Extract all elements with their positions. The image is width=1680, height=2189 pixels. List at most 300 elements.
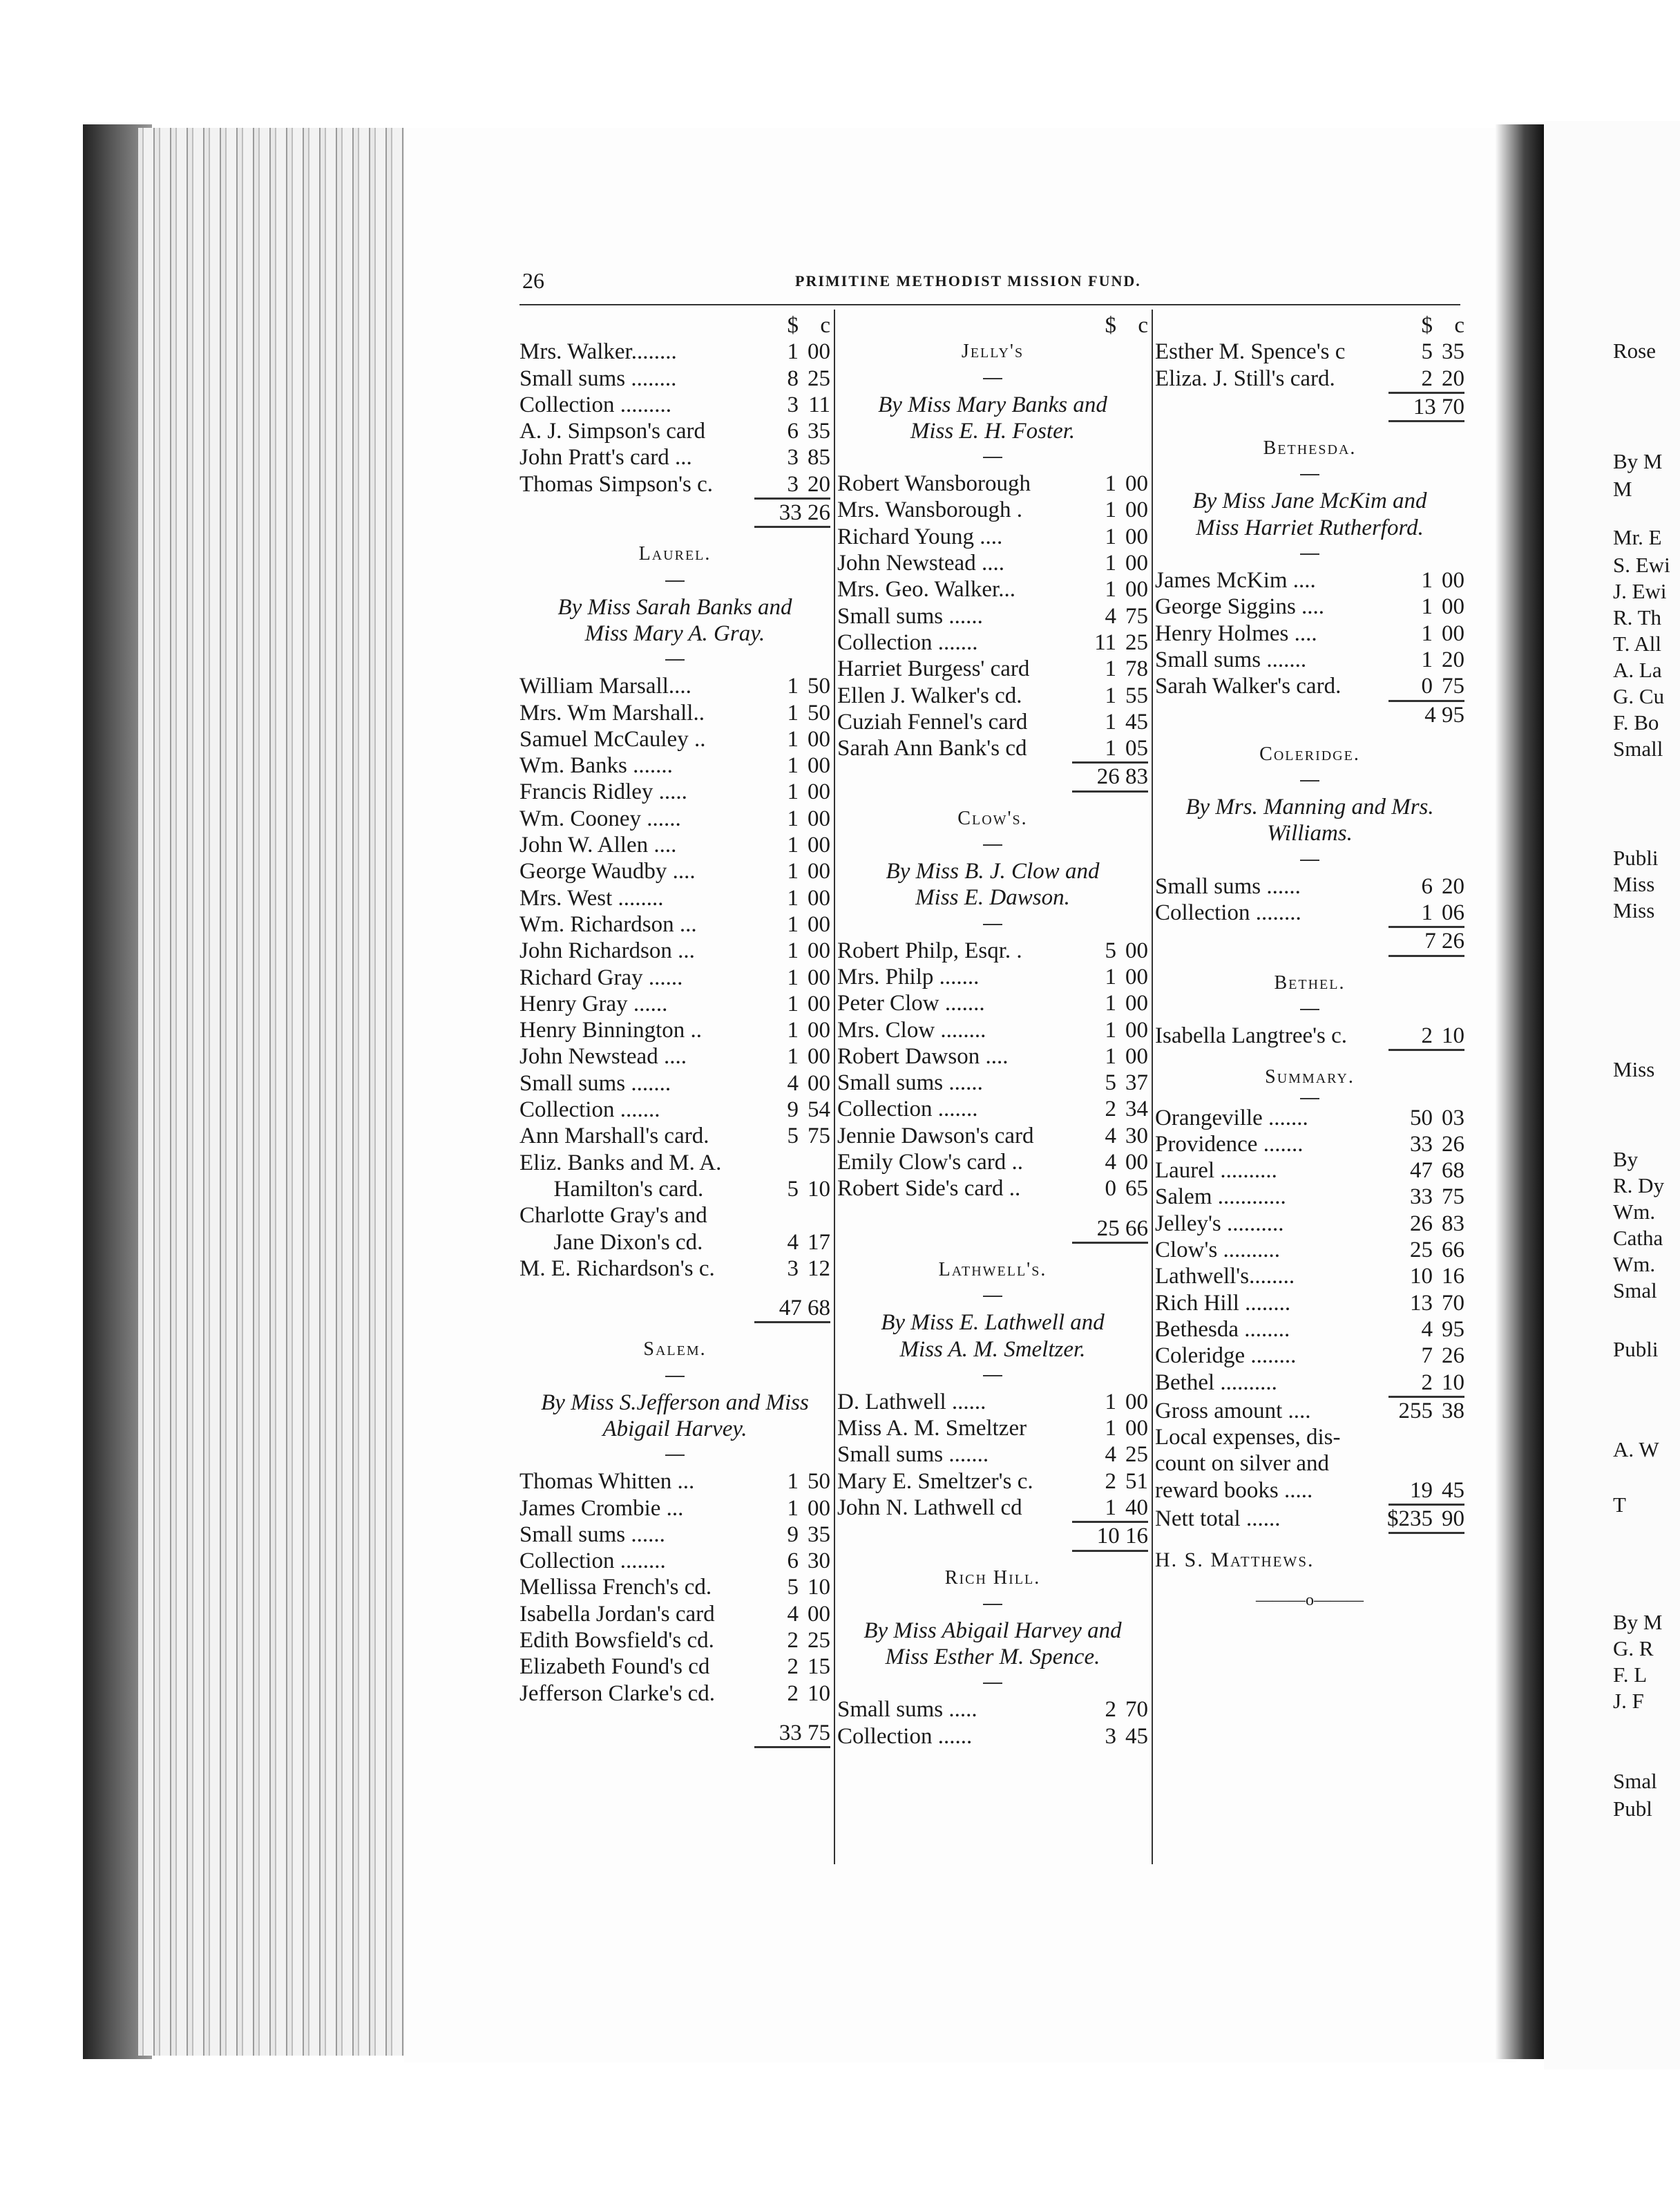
entry-cents: 37 xyxy=(1125,1070,1148,1096)
entry-dollars: 1 xyxy=(1105,551,1116,576)
entry-row xyxy=(1155,647,1464,673)
entry-cents: 00 xyxy=(808,859,830,884)
local-expenses-row: reward books ..... 19 45 xyxy=(1155,1477,1464,1503)
section-title-clows: Clow's. xyxy=(957,807,1028,829)
section-dash xyxy=(665,1376,685,1377)
section-dash xyxy=(983,1296,1002,1297)
entry-cents: 00 xyxy=(808,965,830,990)
entry-label: Miss A. M. Smeltzer xyxy=(837,1416,1027,1441)
entry-cents: 10 xyxy=(808,1680,830,1706)
entry-label: James Crombie ... xyxy=(519,1495,684,1521)
entry-cents: 00 xyxy=(808,938,830,964)
entry-row xyxy=(519,1150,830,1176)
entry-label: Isabella Jordan's card xyxy=(519,1601,715,1627)
entry-label: Robert Side's card .. xyxy=(837,1176,1021,1202)
entry-row xyxy=(519,1522,830,1548)
entry-row xyxy=(519,1202,830,1229)
entry-label: Mellissa French's cd. xyxy=(519,1575,712,1600)
right-page-fragment-text: G. Cu xyxy=(1613,684,1665,708)
right-page-fragment-text: By M xyxy=(1613,1610,1663,1634)
entry-label: Small sums ....... xyxy=(519,1070,671,1096)
entry-label: Mrs. Philp ....... xyxy=(837,964,980,989)
total-row: 26 83 xyxy=(1096,764,1148,790)
right-page-fragment-text: Miss xyxy=(1613,872,1655,896)
entry-cents: 00 xyxy=(808,806,830,831)
entry-label: Bethesda ........ xyxy=(1155,1316,1290,1342)
entry-label: Mrs. Geo. Walker... xyxy=(837,577,1015,603)
entry-label: Collection ...... xyxy=(837,1723,973,1749)
entry-label: Robert Philp, Esqr. . xyxy=(837,938,1022,963)
gross-row: Gross amount .... 255 38 xyxy=(1155,1398,1464,1423)
entry-dollars: 13 xyxy=(1410,1290,1433,1316)
entry-cents: 00 xyxy=(808,991,830,1016)
entry-row xyxy=(837,1415,1148,1441)
entry-label: Wm. Cooney ...... xyxy=(519,806,681,831)
by-line: By Miss Jane McKim and xyxy=(1192,489,1427,514)
entry-cents: 75 xyxy=(808,1124,830,1149)
local-expenses-line: count on silver and xyxy=(1155,1451,1330,1477)
entry-dollars: 5 xyxy=(1105,1070,1116,1096)
entry-cents: 10 xyxy=(1442,1370,1464,1395)
entry-dollars: 1 xyxy=(1105,964,1116,989)
entry-cents: 00 xyxy=(808,726,830,752)
entry-label: Henry Gray ...... xyxy=(519,991,668,1016)
entry-row xyxy=(837,1175,1148,1202)
entry-row xyxy=(519,392,830,418)
entry-label: Ellen J. Walker's cd. xyxy=(837,683,1022,708)
entry-row xyxy=(837,1123,1148,1149)
by-line: Abigail Harvey. xyxy=(602,1416,747,1441)
entry-row xyxy=(837,550,1148,576)
entry-row xyxy=(519,339,830,365)
right-page-fragment-text: Miss xyxy=(1613,1057,1655,1081)
entry-cents: 95 xyxy=(1442,1316,1464,1342)
entry-label: Emily Clow's card .. xyxy=(837,1150,1023,1175)
section-title-bethesda: Bethesda. xyxy=(1263,437,1357,459)
entry-row xyxy=(519,911,830,938)
entry-dollars: 1 xyxy=(1421,900,1433,926)
entry-cents: 06 xyxy=(1442,900,1464,926)
entry-row xyxy=(519,1548,830,1574)
entry-row xyxy=(837,629,1148,656)
by-line: By Miss Abigail Harvey and xyxy=(863,1618,1122,1643)
entry-dollars: 4 xyxy=(1105,1150,1116,1175)
entry-dollars: 4 xyxy=(787,1601,799,1627)
entry-label: Henry Binnington .. xyxy=(519,1018,702,1043)
right-page-fragment-text: Publi xyxy=(1613,846,1659,870)
entry-cents: 00 xyxy=(1125,1416,1148,1441)
entry-row xyxy=(837,524,1148,550)
entry-row xyxy=(519,1574,830,1600)
section-title-salem: Salem. xyxy=(643,1338,707,1361)
entry-dollars: 8 xyxy=(787,366,799,391)
entry-label: Small sums ...... xyxy=(837,603,983,629)
entry-row xyxy=(837,1017,1148,1043)
entry-label: D. Lathwell ...... xyxy=(837,1389,986,1414)
entry-cents: 45 xyxy=(1125,1723,1148,1749)
entry-row xyxy=(837,709,1148,735)
entry-label: Eliza. J. Still's card. xyxy=(1155,366,1335,391)
right-page-fragment-text: By xyxy=(1613,1147,1639,1171)
entry-row xyxy=(1155,1237,1464,1263)
entry-label: Rich Hill ........ xyxy=(1155,1290,1291,1316)
entry-dollars: 1 xyxy=(787,1495,799,1521)
entry-cents: 25 xyxy=(808,1628,830,1653)
section-dash xyxy=(983,1375,1002,1376)
section-dash xyxy=(983,1683,1002,1684)
entry-row xyxy=(519,1627,830,1653)
entry-row xyxy=(837,1043,1148,1070)
entry-cents: 26 xyxy=(1442,1131,1464,1157)
entry-dollars: 1 xyxy=(1105,683,1116,708)
right-page-fragment-text: G. R xyxy=(1613,1636,1654,1660)
entry-dollars: 2 xyxy=(787,1654,799,1680)
entry-dollars: 1 xyxy=(787,700,799,726)
by-line: By Miss E. Lathwell and xyxy=(881,1310,1105,1336)
section-title-bethel: Bethel. xyxy=(1274,972,1346,994)
entry-dollars: 1 xyxy=(1105,991,1116,1016)
entry-row xyxy=(519,752,830,779)
entry-row xyxy=(519,832,830,858)
entry-cents: 68 xyxy=(1442,1158,1464,1184)
entry-dollars: 1 xyxy=(1105,577,1116,603)
entry-label: Thomas Simpson's c. xyxy=(519,471,714,497)
column-rule xyxy=(834,310,835,1864)
entry-row xyxy=(519,1601,830,1627)
entry-cents: 54 xyxy=(808,1097,830,1123)
col-head-row: $ c xyxy=(1105,313,1148,338)
total-row: 33 75 xyxy=(779,1720,830,1745)
entry-row xyxy=(1155,567,1464,594)
entry-label: Collection ....... xyxy=(837,1097,978,1122)
section-dash xyxy=(1300,860,1319,861)
entry-row xyxy=(1155,366,1464,392)
entry-dollars: 1 xyxy=(787,339,799,365)
entry-cents: 11 xyxy=(808,392,830,417)
entry-cents: 75 xyxy=(1442,674,1464,699)
entry-label: George Waudby .... xyxy=(519,859,696,884)
entry-cents: 34 xyxy=(1125,1097,1148,1122)
section-title-richhill: Rich Hill. xyxy=(944,1566,1041,1589)
entry-label: Jefferson Clarke's cd. xyxy=(519,1680,715,1706)
entry-dollars: 1 xyxy=(787,753,799,779)
entry-row xyxy=(837,1723,1148,1750)
by-line: Miss A. M. Smeltzer. xyxy=(899,1336,1086,1362)
total-row: 7 26 xyxy=(1424,929,1464,954)
entry-dollars: 9 xyxy=(787,1522,799,1547)
entry-dollars: 1 xyxy=(787,965,799,990)
entry-row xyxy=(519,366,830,392)
entry-dollars: 0 xyxy=(1105,1176,1116,1202)
entry-dollars: 4 xyxy=(1105,603,1116,629)
entry-row xyxy=(837,656,1148,682)
entry-cents: 00 xyxy=(1125,991,1148,1016)
right-page-fragment xyxy=(1544,121,1680,2069)
section-dash xyxy=(983,457,1002,458)
entry-label: Small sums ........ xyxy=(519,366,677,391)
section-dash xyxy=(665,580,685,582)
entry-label: Mary E. Smeltzer's c. xyxy=(837,1468,1033,1494)
entry-row xyxy=(837,1495,1148,1521)
col-head-row: $ c xyxy=(1421,313,1464,338)
entry-label: Cuziah Fennel's card xyxy=(837,709,1028,735)
entry-cents: 00 xyxy=(1125,938,1148,963)
entry-dollars: 1 xyxy=(787,938,799,964)
entry-cents: 00 xyxy=(808,753,830,779)
entry-row xyxy=(519,1043,830,1070)
entry-label: M. E. Richardson's c. xyxy=(519,1255,715,1281)
right-page-fragment-text: Mr. E xyxy=(1613,525,1662,549)
entry-dollars: 1 xyxy=(787,1469,799,1495)
entry-cents: 16 xyxy=(1442,1264,1464,1289)
entry-cents: 78 xyxy=(1125,656,1148,682)
entry-row xyxy=(519,965,830,991)
entry-label: Hamilton's card. xyxy=(519,1176,704,1202)
section-dash xyxy=(665,1454,685,1456)
entry-label: Small sums ..... xyxy=(837,1697,977,1723)
entry-cents: 00 xyxy=(1125,964,1148,989)
entry-label: Mrs. Wansborough . xyxy=(837,498,1023,523)
entry-cents: 00 xyxy=(808,1044,830,1070)
total-row: 33 26 xyxy=(779,500,830,526)
entry-row xyxy=(519,779,830,805)
right-page-fragment-text: J. Ewi xyxy=(1613,579,1667,603)
entry-row xyxy=(837,1468,1148,1495)
entry-label: George Siggins .... xyxy=(1155,594,1325,620)
entry-row xyxy=(837,1696,1148,1723)
entry-dollars: 5 xyxy=(1421,339,1433,365)
entry-row xyxy=(519,444,830,471)
entry-cents: 66 xyxy=(1442,1238,1464,1263)
entry-cents: 50 xyxy=(808,700,830,726)
entry-cents: 17 xyxy=(808,1229,830,1255)
entry-row xyxy=(519,1255,830,1282)
entry-label: Sarah Walker's card. xyxy=(1155,674,1342,699)
entry-cents: 50 xyxy=(808,674,830,699)
entry-row xyxy=(837,603,1148,629)
by-line: Miss Mary A. Gray. xyxy=(584,620,765,646)
entry-row xyxy=(519,418,830,444)
entry-cents: 00 xyxy=(808,1070,830,1096)
by-line: By Miss Sarah Banks and xyxy=(557,594,792,620)
entry-dollars: 1 xyxy=(1105,1017,1116,1043)
section-dash xyxy=(1300,474,1319,475)
entry-cents: 20 xyxy=(808,471,830,497)
right-page-fragment-text: A. La xyxy=(1613,658,1662,682)
entry-row xyxy=(837,576,1148,603)
end-mark: ———o——— xyxy=(1256,1591,1364,1609)
total-row: 13 70 xyxy=(1413,394,1464,419)
entry-label: Collection ......... xyxy=(519,392,671,417)
entry-row xyxy=(519,938,830,964)
entry-dollars: 2 xyxy=(1421,1023,1433,1048)
entry-label: Esther M. Spence's c xyxy=(1155,339,1346,365)
entry-label: Edith Bowsfield's cd. xyxy=(519,1628,714,1653)
entry-dollars: 6 xyxy=(787,419,799,444)
right-page-fragment-text: R. Dy xyxy=(1613,1173,1665,1197)
entry-label: Collection ....... xyxy=(519,1097,660,1123)
entry-row xyxy=(1155,1157,1464,1184)
entry-row xyxy=(519,1123,830,1149)
entry-dollars: 1 xyxy=(1421,647,1433,672)
entry-row xyxy=(519,858,830,884)
entry-label: Robert Wansborough xyxy=(837,471,1031,497)
entry-cents: 00 xyxy=(1442,594,1464,620)
entry-dollars: 9 xyxy=(787,1097,799,1123)
entry-dollars: 2 xyxy=(1421,366,1433,391)
entry-label: Peter Clow ....... xyxy=(837,991,985,1016)
entry-dollars: 6 xyxy=(1421,873,1433,899)
entry-label: Coleridge ........ xyxy=(1155,1343,1297,1369)
entry-row xyxy=(837,1149,1148,1175)
entry-row xyxy=(1155,1343,1464,1369)
entry-dollars: 1 xyxy=(1105,709,1116,735)
entry-cents: 00 xyxy=(808,339,830,365)
entry-cents: 05 xyxy=(1125,736,1148,761)
column-rule xyxy=(1152,310,1153,1864)
entry-row xyxy=(837,938,1148,964)
section-dash xyxy=(1300,553,1319,555)
entry-label: James McKim .... xyxy=(1155,568,1316,594)
entry-dollars: 2 xyxy=(787,1680,799,1706)
right-page-fragment-text: By M xyxy=(1613,449,1663,473)
by-line: By Miss S.Jefferson and Miss xyxy=(541,1390,809,1415)
entry-label: Mrs. West ........ xyxy=(519,885,664,911)
entry-dollars: 4 xyxy=(1421,1316,1433,1342)
entry-label: Francis Ridley ..... xyxy=(519,779,687,805)
right-page-fragment-text: T xyxy=(1613,1492,1626,1517)
entry-cents: 00 xyxy=(1125,524,1148,549)
page-edges xyxy=(138,128,408,2056)
entry-row xyxy=(837,1441,1148,1468)
entry-dollars: 1 xyxy=(1105,1389,1116,1414)
entry-label: Henry Holmes .... xyxy=(1155,620,1317,646)
entry-dollars: 1 xyxy=(787,806,799,831)
entry-dollars: 1 xyxy=(1105,498,1116,523)
entry-cents: 35 xyxy=(808,419,830,444)
section-title-laurel: Laurel. xyxy=(638,543,712,565)
entry-label: Collection ........ xyxy=(1155,900,1301,926)
entry-row xyxy=(1155,620,1464,647)
entry-row xyxy=(1155,1370,1464,1396)
entry-dollars: 10 xyxy=(1410,1264,1433,1289)
entry-row xyxy=(519,1653,830,1680)
entry-cents: 70 xyxy=(1125,1697,1148,1723)
by-line: Miss E. H. Foster. xyxy=(910,418,1076,444)
entry-cents: 00 xyxy=(808,1495,830,1521)
entry-row xyxy=(837,735,1148,761)
right-page-fragment-text: S. Ewi xyxy=(1613,553,1670,577)
entry-row xyxy=(519,1097,830,1123)
entry-row xyxy=(519,1229,830,1255)
entry-dollars: 1 xyxy=(787,833,799,858)
entry-label: Sarah Ann Bank's cd xyxy=(837,736,1027,761)
entry-cents: 00 xyxy=(808,1018,830,1043)
entry-label: Harriet Burgess' card xyxy=(837,656,1030,682)
section-dash xyxy=(1300,1098,1319,1099)
entry-row xyxy=(519,673,830,699)
entry-dollars: 5 xyxy=(787,1176,799,1202)
entry-cents: 65 xyxy=(1125,1176,1148,1202)
entry-row xyxy=(1155,900,1464,926)
entry-row xyxy=(1155,873,1464,900)
entry-row xyxy=(519,806,830,832)
entry-dollars: 2 xyxy=(1421,1370,1433,1395)
by-line: Miss Esther M. Spence. xyxy=(885,1645,1100,1670)
entry-dollars: 26 xyxy=(1410,1211,1433,1236)
entry-cents: 51 xyxy=(1125,1468,1148,1494)
by-line: By Mrs. Manning and Mrs. xyxy=(1185,795,1434,820)
right-page-fragment-text: F. L xyxy=(1613,1662,1648,1687)
entry-row xyxy=(837,990,1148,1016)
entry-dollars: 47 xyxy=(1410,1158,1433,1184)
section-dash xyxy=(1300,780,1319,781)
entry-label: Small sums ...... xyxy=(837,1070,983,1096)
entry-row xyxy=(519,1176,830,1202)
entry-cents: 35 xyxy=(1442,339,1464,365)
entry-row xyxy=(519,1680,830,1707)
entry-label: William Marsall.... xyxy=(519,674,691,699)
entry-row xyxy=(1155,1316,1464,1343)
entry-dollars: 1 xyxy=(1421,568,1433,594)
section-dash xyxy=(665,659,685,661)
entry-label: Clow's .......... xyxy=(1155,1238,1281,1263)
right-page-fragment-text: R. Th xyxy=(1613,605,1662,629)
entry-cents: 00 xyxy=(1125,1150,1148,1175)
entry-row xyxy=(837,683,1148,709)
section-title-lathwells: Lathwell's. xyxy=(938,1258,1047,1280)
by-line: Miss E. Dawson. xyxy=(915,885,1070,911)
entry-dollars: 1 xyxy=(1105,736,1116,761)
section-title-jellys: Jelly's xyxy=(961,341,1024,363)
page-header xyxy=(522,268,1462,296)
by-line: Miss Harriet Rutherford. xyxy=(1196,515,1424,540)
total-row: 25 66 xyxy=(1096,1215,1148,1241)
entry-cents: 00 xyxy=(1125,471,1148,497)
by-line: Williams. xyxy=(1267,821,1353,846)
entry-cents: 55 xyxy=(1125,683,1148,708)
running-head: PRIMITINE METHODIST MISSION FUND. xyxy=(795,272,1141,290)
entry-cents: 00 xyxy=(1442,620,1464,646)
entry-dollars: 2 xyxy=(787,1628,799,1653)
entry-cents: 83 xyxy=(1442,1211,1464,1236)
entry-dollars: 1 xyxy=(787,991,799,1016)
signature: H. S. Matthews. xyxy=(1155,1548,1315,1572)
entry-dollars: 3 xyxy=(787,1255,799,1281)
right-page-fragment-text: Smal xyxy=(1613,1278,1657,1302)
entry-row xyxy=(519,1070,830,1097)
entry-row xyxy=(519,700,830,726)
entry-label: Robert Dawson .... xyxy=(837,1043,1009,1069)
entry-cents: 45 xyxy=(1125,709,1148,735)
section-dash xyxy=(983,844,1002,846)
entry-dollars: 1 xyxy=(787,859,799,884)
right-page-fragment-text: Publi xyxy=(1613,1337,1659,1361)
entry-label: Small sums ...... xyxy=(1155,873,1301,899)
section-dash xyxy=(983,924,1002,925)
entry-row xyxy=(837,964,1148,990)
entry-dollars: 4 xyxy=(787,1070,799,1096)
entry-cents: 85 xyxy=(808,445,830,471)
entry-row xyxy=(1155,1131,1464,1157)
entry-label: Salem ............ xyxy=(1155,1184,1286,1210)
entry-cents: 10 xyxy=(808,1176,830,1202)
entry-row xyxy=(519,885,830,911)
entry-cents: 00 xyxy=(808,885,830,911)
entry-label: Jane Dixon's cd. xyxy=(519,1229,703,1255)
entry-row xyxy=(519,726,830,752)
entry-dollars: 1 xyxy=(1421,594,1433,620)
